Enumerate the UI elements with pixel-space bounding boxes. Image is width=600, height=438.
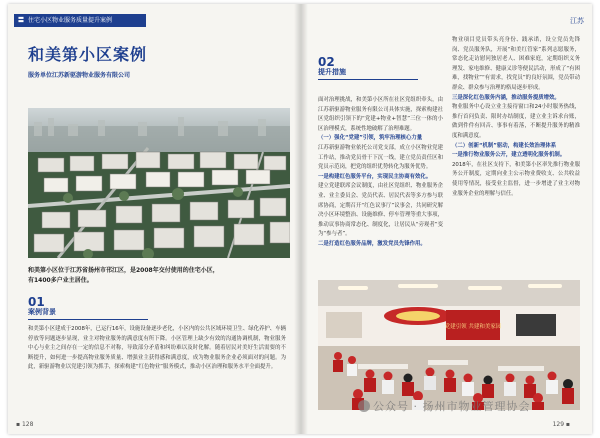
- caption-line: 和美第小区位于江苏省扬州市邗江区，是2008年交付使用的住宅小区，: [28, 267, 219, 274]
- region-tag: 江苏: [570, 17, 584, 25]
- header-band-label: 住宅小区物业服务质量提升案例: [27, 17, 112, 24]
- meeting-banner-text: 党建引领 共建和美家园: [444, 324, 502, 330]
- page-number-left: [16, 421, 33, 428]
- section-number: 02: [318, 55, 335, 69]
- section-body: 和美第小区建成于2008年，已运行16年，设施设备逐步老化，小区内的公共区域环境卫生、绿化养护、车辆停放等问题逐步显现，业主对物业服务的满意度有所下降。小区管理上缺少有效的沟通协调机制，物业服务中心与业主之间存在一定的信息不对称，导致部分矛盾和纠纷难以及时化解。随着居民对美好生活需要的不断提升，如何进一步提高物业服务质量、增强业主获得感和满意度，成为物业服务企业必须面对的问题。为此，新驱游物业以党建引领为抓手，探索构建“红色物业”服务模式，推动小区治理和服务水平全面提升。: [28, 326, 286, 371]
- paragraph: 2018年，在社区支持下，和美第小区率先推行物业服务公开制度，定期向业主公示物业费收支、公共收益使用等情况，接受业主监督，进一步增进了业主对物业服务企业的理解与信任。: [452, 161, 580, 197]
- section-title: 案例背景: [28, 308, 56, 316]
- left-page: [8, 4, 300, 434]
- text-column-2: [452, 36, 580, 199]
- page-number-right: [553, 421, 570, 428]
- caption-line: 有1400多户业主居住。: [28, 277, 93, 284]
- folio-left-value: 128: [21, 421, 34, 428]
- page-gutter-shadow: [294, 4, 308, 434]
- section-rule: [318, 79, 418, 80]
- aerial-photo-art: [28, 108, 290, 258]
- watermark-text: 公众号 · 扬州市物业管理协会: [373, 400, 531, 413]
- folio-dash: ▪: [564, 421, 570, 428]
- paragraph: 建立党建联席会议制度，由社区党组织、物业服务企业、业主委员会、党员代表、居民代表等多方参与联席协商，定期召开“红色议事厅”议事会，共同研究解决小区环境整治、设施维修、停车管理等重大事项，推动议事协商常态化、制度化，让居民从“旁观者”变为“参与者”。: [318, 183, 443, 238]
- folio-dash: ▪: [16, 421, 22, 428]
- meeting-photo: [318, 280, 580, 410]
- folio-right-value: 129: [552, 421, 565, 428]
- meeting-photo-art: [318, 280, 580, 410]
- text-column-1: [318, 96, 443, 250]
- wechat-icon: [358, 400, 370, 412]
- header-band: [14, 14, 146, 27]
- case-subtitle: 服务单位江苏新驱游物业服务有限公司: [28, 72, 131, 79]
- right-page: [300, 4, 592, 434]
- subheading: 一是推行物业服务公开，建立透明化服务机制。: [452, 152, 566, 159]
- subheading: 二是打造红色服务品牌，激发党员先锋作用。: [318, 240, 426, 247]
- paragraph: 面对治理挑战，和美第小区所在社区党组织牵头，由江苏新驱游物业服务有限公司具体实施，探索构建社区党组织引领下的“党建+物业+智慧”三位一体的小区治理模式，系统性地破解了治理难题。: [318, 97, 443, 132]
- section-title: 提升措施: [318, 68, 346, 76]
- paragraph: 物业项目党员带头亮身份、践承诺，设立党员先锋岗、党员服务队，开展“和美红管家”系列志愿服务，常态化走访慰问独居老人、困难家庭，定期组织义务理发、家电维修、健康义诊等便民活动，形成了“有困难，找物业”“有需求，找党员”的良好氛围，党员带动群众、群众参与治理的格局逐步形成。: [452, 37, 580, 91]
- section-background: [28, 296, 286, 373]
- section-rule: [28, 319, 148, 320]
- subheading: 一是构建红色服务平台，实现民主协商有效化。: [318, 173, 432, 180]
- subheading: 三是深化红色服务内涵，推动服务提质增效。: [452, 94, 560, 101]
- case-title: 和美第小区案例: [28, 45, 148, 64]
- subheading: （二）创新“机制”驱动，构建长效治理体系: [452, 142, 557, 149]
- watermark: [358, 398, 531, 414]
- section-number: 01: [28, 295, 45, 309]
- photo-caption: [28, 266, 286, 286]
- paragraph: 江苏新驱游物业依托公司党支部，成立小区物业党建工作站，推动党员骨干下沉一线，建立党员责任区和党员示范岗，把党的组织优势转化为服务优势。: [318, 144, 443, 171]
- band-mark: 〓: [18, 17, 25, 24]
- magazine-spread: [8, 4, 592, 434]
- paragraph: 物业服务中心设立业主接待窗口和24小时服务热线，推行首问负责、限时办结制度，建立业主诉求台账，做到件件有回音、事事有着落，不断提升服务的精准度和满意度。: [452, 104, 580, 139]
- subheading: （一）强化“党建”引领，筑牢治理核心力量: [318, 135, 423, 142]
- aerial-photo: [28, 108, 290, 258]
- section-measures: [318, 56, 443, 85]
